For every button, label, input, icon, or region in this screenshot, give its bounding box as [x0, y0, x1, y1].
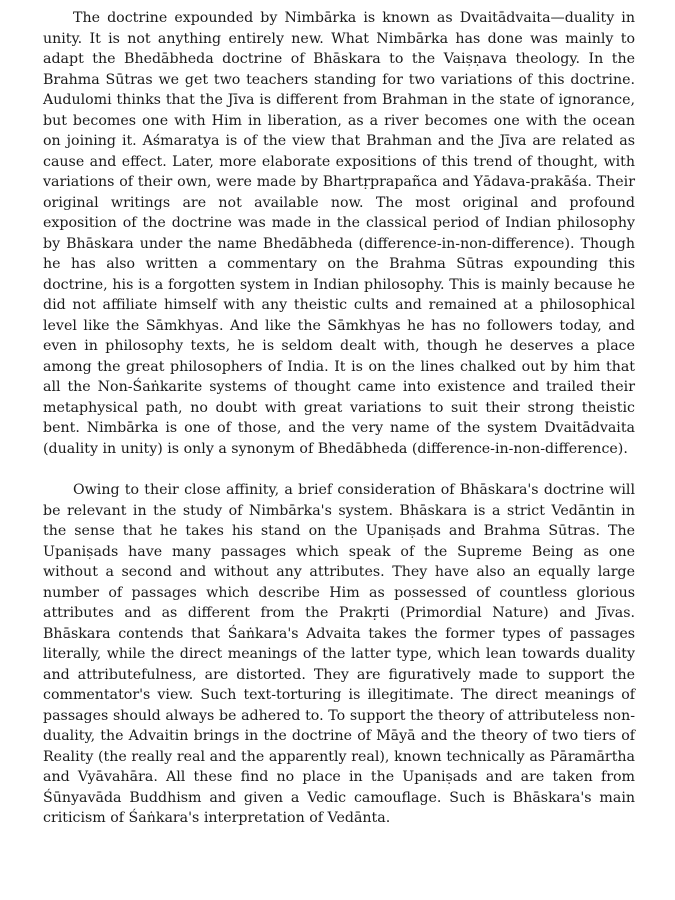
document-page: [43, 8, 635, 829]
paragraph-2: Owing to their close affinity, a brief consideration of Bhāskara's doctrine will be relevant in the study of Nimbārka's system. Bhāskara is a strict Vedāntin in the sense that he takes his stand on the Upaniṣads and Brahma Sūtras. The Upaniṣads have many passages which speak of the Supreme Being as one without a second and without any attributes. They have also an equally large number of passages which describe Him as possessed of countless glorious attributes and as different from the Prakṛti (Primordial Nature) and Jīvas. Bhāskara contends that Śaṅkara's Advaita takes the former types of passages literally, while the direct meanings of the latter type, which lean towards duality and attributefulness, are distorted. They are figuratively made to support the commentator's view. Such text-torturing is illegitimate. The direct meanings of passages should always be adhered to. To support the theory of attributeless non-duality, the Advaitin brings in the doctrine of Māyā and the theory of two tiers of Reality (the really real and the apparently real), known technically as Pāramārtha and Vyāvahāra. All these find no place in the Upaniṣads and are taken from Śūnyavāda Buddhism and given a Vedic camouflage. Such is Bhāskara's main criticism of Śaṅkara's interpretation of Vedānta.: [43, 482, 635, 826]
paragraph-1: The doctrine expounded by Nimbārka is known as Dvaitādvaita—duality in unity. It is not anything entirely new. What Nimbārka has done was mainly to adapt the Bhedābheda doctrine of Bhāskara to the Vaiṣṇava theology. In the Brahma Sūtras we get two teachers standing for two variations of this doctrine. Audulomi thinks that the Jīva is different from Brahman in the state of ignorance, but becomes one with Him in liberation, as a river becomes one with the ocean on joining it. Aśmaratya is of the view that Brahman and the Jīva are related as cause and effect. Later, more elaborate expositions of this trend of thought, with variations of their own, were made by Bhartṛprapañca and Yādava-prakāśa. Their original writings are not available now. The most original and profound exposition of the doctrine was made in the classical period of Indian philosophy by Bhāskara under the name Bhedābheda (difference-in-non-difference). Though he has also written a commentary on the Brahma Sūtras expounding this doctrine, his is a forgotten system in Indian philosophy. This is mainly because he did not affiliate himself with any theistic cults and remained at a philosophical level like the Sāmkhyas. And like the Sāmkhyas he has no followers today, and even in philosophy texts, he is seldom dealt with, though he deserves a place among the great philosophers of India. It is on the lines chalked out by him that all the Non-Śaṅkarite systems of thought came into existence and trailed their metaphysical path, no doubt with great variations to suit their strong theistic bent. Nimbārka is one of those, and the very name of the system Dvaitādvaita (duality in unity) is only a synonym of Bhedābheda (difference-in-non-difference).: [43, 10, 635, 457]
